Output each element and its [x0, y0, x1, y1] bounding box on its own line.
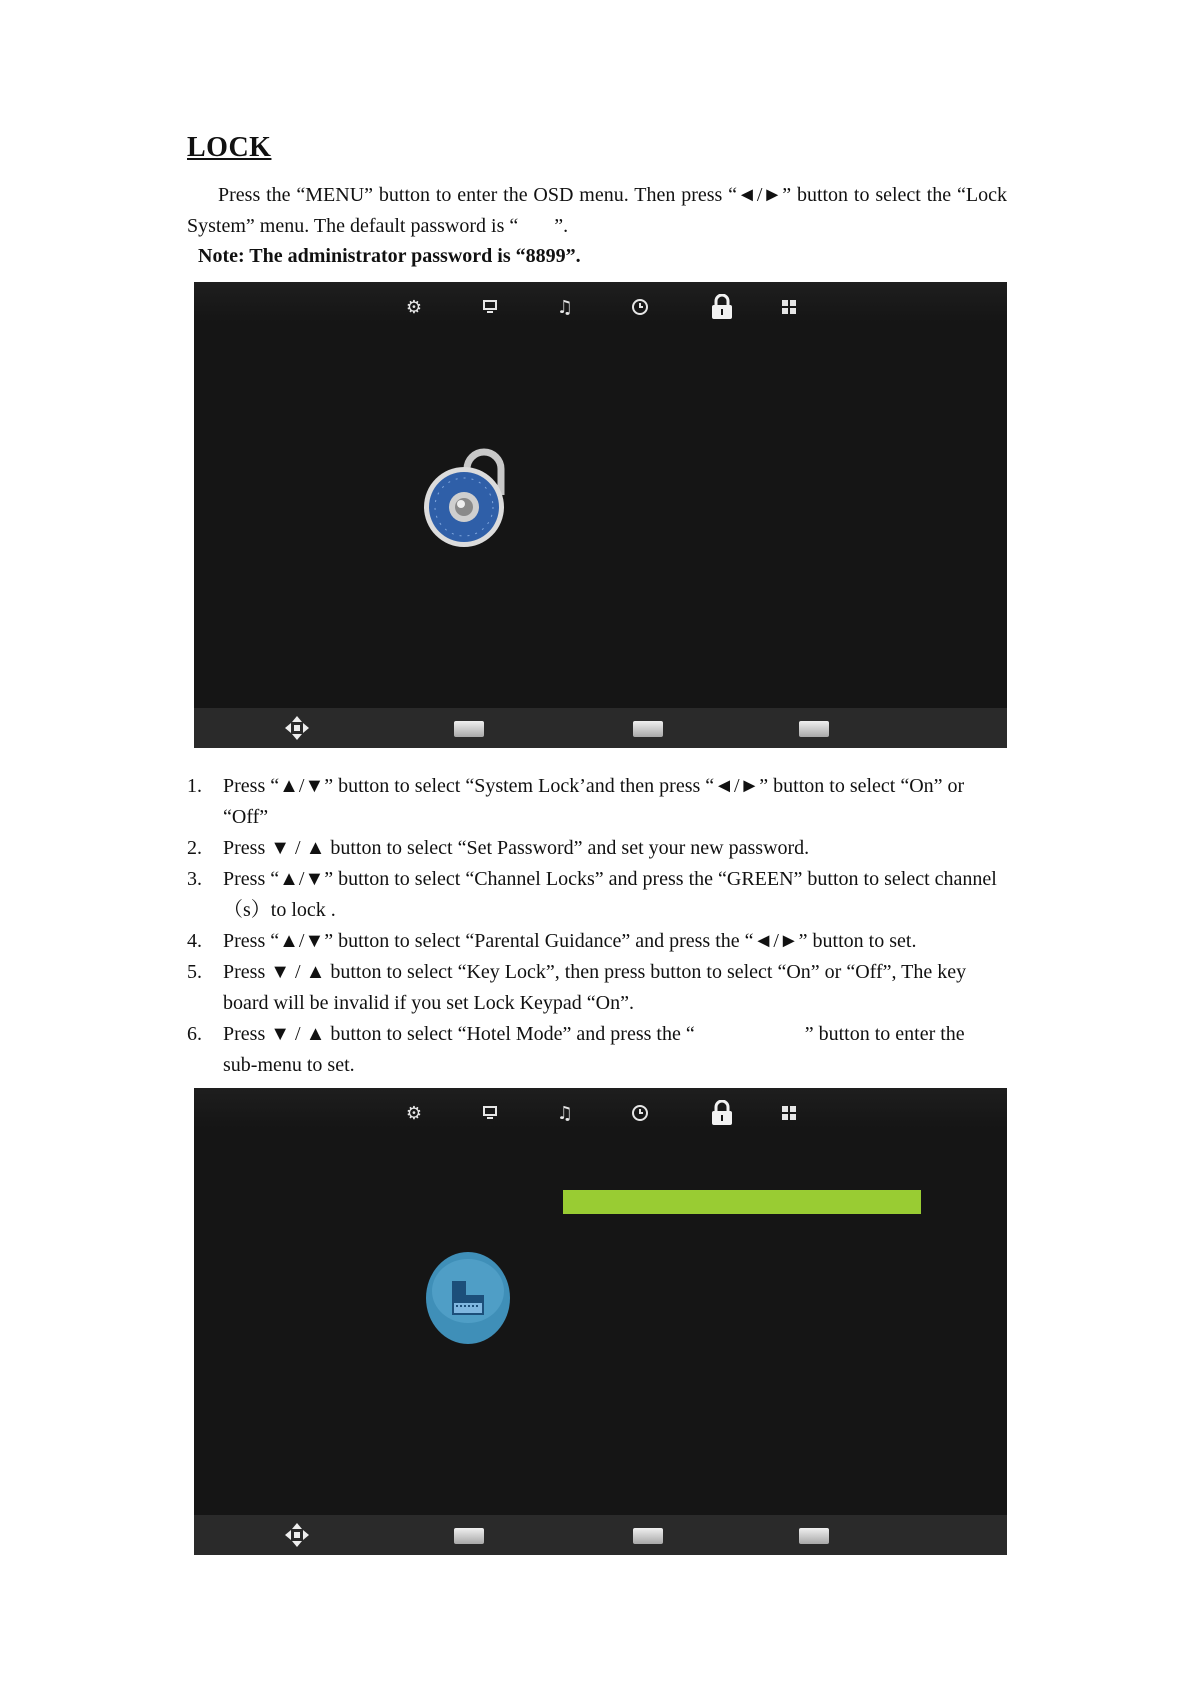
clock-icon[interactable]	[625, 292, 655, 322]
list-item: 3. Press “▲/▼” button to select “Channel Locks” and press the “GREEN” button to select channel（s）to lock .	[187, 868, 997, 921]
admin-password-note: Note: The administrator password is “8899”.	[198, 245, 581, 267]
bottom-hint-bar	[194, 708, 1007, 748]
hotel-mode-screenshot	[194, 1088, 1007, 1555]
monitor-icon[interactable]	[475, 1098, 505, 1128]
bottom-hint-bar	[194, 1515, 1007, 1555]
instruction-steps	[187, 771, 997, 1081]
list-item: 6. Press ▼ / ▲ button to select “Hotel Mode” and press the “ ” button to enter the sub-menu to set.	[187, 1023, 965, 1076]
monitor-icon[interactable]	[475, 292, 505, 322]
hint-key-2	[633, 721, 663, 737]
intro-text: Press the “MENU” button to enter the OSD menu. Then press “◄/►” button to select the “Lock System” menu. The default password is “	[187, 184, 1007, 237]
hint-key-2	[633, 1528, 663, 1544]
grid-icon[interactable]	[774, 292, 804, 322]
navigate-arrows-icon	[284, 1522, 310, 1548]
music-note-icon[interactable]: ♫	[556, 296, 574, 318]
list-item: 5. Press ▼ / ▲ button to select “Key Lock”, then press button to select “On” or “Off”, The key board will be invalid if you set Lock Keypad “On”.	[187, 961, 967, 1014]
gear-icon[interactable]: ⚙	[405, 296, 423, 318]
menu-tab-bar	[194, 1098, 1007, 1128]
list-item: 4. Press “▲/▼” button to select “Parental Guidance” and press the “◄/►” button to set.	[187, 930, 917, 952]
lock-icon[interactable]	[707, 292, 737, 322]
list-item: 2. Press ▼ / ▲ button to select “Set Password” and set your new password.	[187, 837, 810, 859]
selected-menu-row[interactable]	[563, 1190, 921, 1214]
music-note-icon[interactable]: ♫	[556, 1102, 574, 1124]
hint-key-3	[799, 721, 829, 737]
menu-tab-bar	[194, 292, 1007, 322]
hotel-mode-icon	[424, 1251, 512, 1346]
combination-lock-icon	[422, 447, 517, 557]
intro-tail: ”.	[554, 215, 569, 237]
navigate-arrows-icon	[284, 715, 310, 741]
intro-paragraph	[187, 180, 1007, 242]
clock-icon[interactable]	[625, 1098, 655, 1128]
lock-menu-screenshot	[194, 282, 1007, 748]
gear-icon[interactable]: ⚙	[405, 1102, 423, 1124]
hint-key-1	[454, 721, 484, 737]
page-title: LOCK	[187, 132, 272, 163]
lock-icon[interactable]	[707, 1098, 737, 1128]
hint-key-3	[799, 1528, 829, 1544]
hint-key-1	[454, 1528, 484, 1544]
grid-icon[interactable]	[774, 1098, 804, 1128]
list-item: 1. Press “▲/▼” button to select “System Lock’and then press “◄/►” button to select “On” or “Off”	[187, 775, 965, 828]
